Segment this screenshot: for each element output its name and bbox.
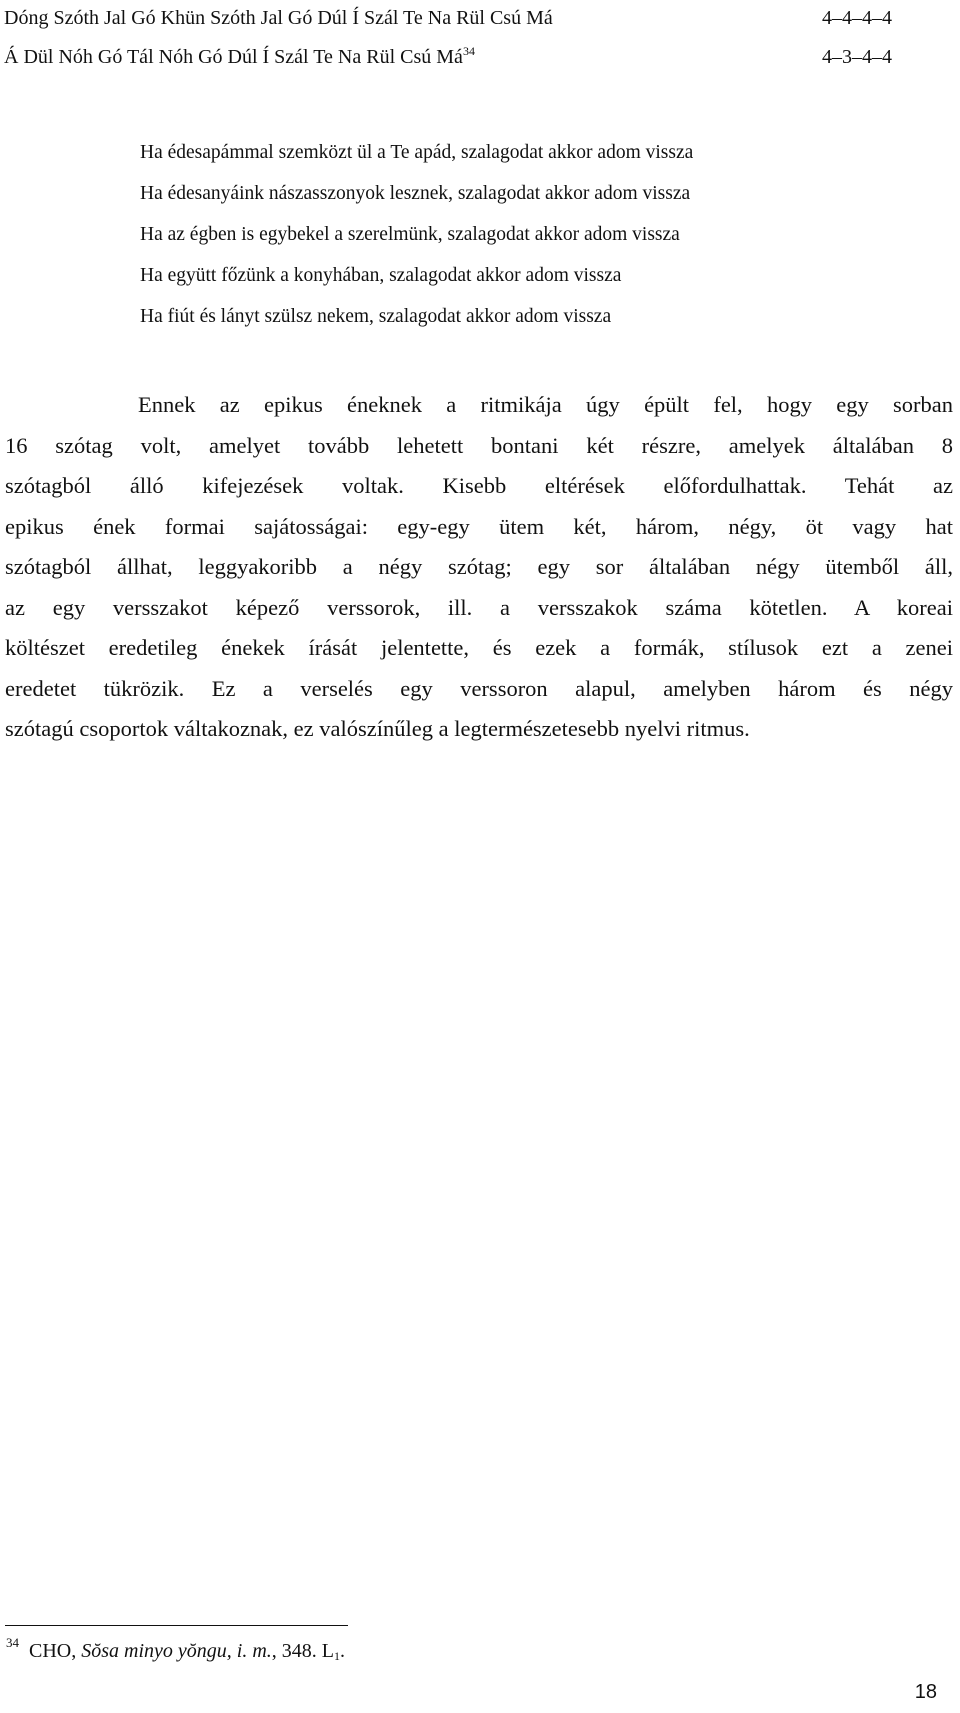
syllable-meter: 4–4–4–4: [822, 7, 892, 29]
paragraph-line: epikus ének formai sajátosságai: egy-egy ütem két, három, négy, öt vagy hat: [5, 513, 953, 539]
body-paragraph: [5, 385, 953, 750]
footnote-citation: , 348. L: [271, 1640, 334, 1662]
footnote-author: CHO,: [29, 1640, 82, 1662]
footnote-separator: [5, 1625, 348, 1626]
paragraph-line: szótagból állhat, leggyakoribb a négy szótag; egy sor általában négy ütemből áll,: [5, 554, 953, 579]
romanized-verse-text: Dóng Szóth Jal Gó Khün Szóth Jal Gó Dúl Í Szál Te Na Rül Csú Má: [4, 7, 553, 29]
meter-line-1: [4, 2, 904, 34]
footnote-reference[interactable]: 34: [462, 44, 475, 58]
syllable-meter: 4–3–4–4: [822, 46, 892, 68]
footnote-title: Sŏsa minyo yŏngu, i. m.: [81, 1640, 272, 1662]
paragraph-line: költészet eredetileg énekek írását jelentette, és ezek a formák, stílusok ezt a zenei: [5, 635, 953, 660]
paragraph-line: szótagból álló kifejezések voltak. Kisebb eltérések előfordulhattak. Tehát az: [5, 473, 953, 498]
paragraph-line: eredetet tükrözik. Ez a verselés egy verssoron alapul, amelyben három és négy: [5, 675, 953, 701]
paragraph-line: az egy versszakot képező verssorok, ill. a versszakok száma kötetlen. A koreai: [5, 594, 953, 620]
song-line: Ha édesanyáink nászasszonyok lesznek, szalagodat akkor adom vissza: [140, 183, 691, 204]
song-verse-translation: [140, 132, 693, 337]
meter-line-2: [4, 41, 904, 73]
paragraph-line: 16 szótag volt, amelyet tovább lehetett bontani két részre, amelyek általában 8: [5, 432, 953, 458]
song-line: Ha együtt főzünk a konyhában, szalagodat akkor adom vissza: [140, 265, 622, 286]
romanized-verse-line: [4, 2, 553, 34]
footnote-subscript: 1: [334, 1649, 340, 1663]
song-line: Ha fiút és lányt szülsz nekem, szalagodat akkor adom vissza: [140, 306, 612, 327]
romanized-verse-text: Á Dül Nóh Gó Tál Nóh Gó Dúl Í Szál Te Na Rül Csú Má: [4, 46, 463, 68]
song-line: Ha az égben is egybekel a szerelmünk, szalagodat akkor adom vissza: [140, 224, 680, 245]
footnote-number: 34: [6, 1635, 19, 1650]
song-line: Ha édesapámmal szemközt ül a Te apád, szalagodat akkor adom vissza: [140, 142, 694, 163]
footnote-end: .: [340, 1640, 345, 1662]
paragraph-line: szótagú csoportok váltakoznak, ez valószínűleg a legtermészetesebb nyelvi ritmus.: [5, 716, 750, 741]
paragraph-line: Ennek az epikus éneknek a ritmikája úgy épült fel, hogy egy sorban: [138, 392, 953, 417]
romanized-verse-line: [4, 41, 475, 73]
page-number: 18: [914, 1681, 937, 1703]
footnote: [6, 1637, 345, 1665]
